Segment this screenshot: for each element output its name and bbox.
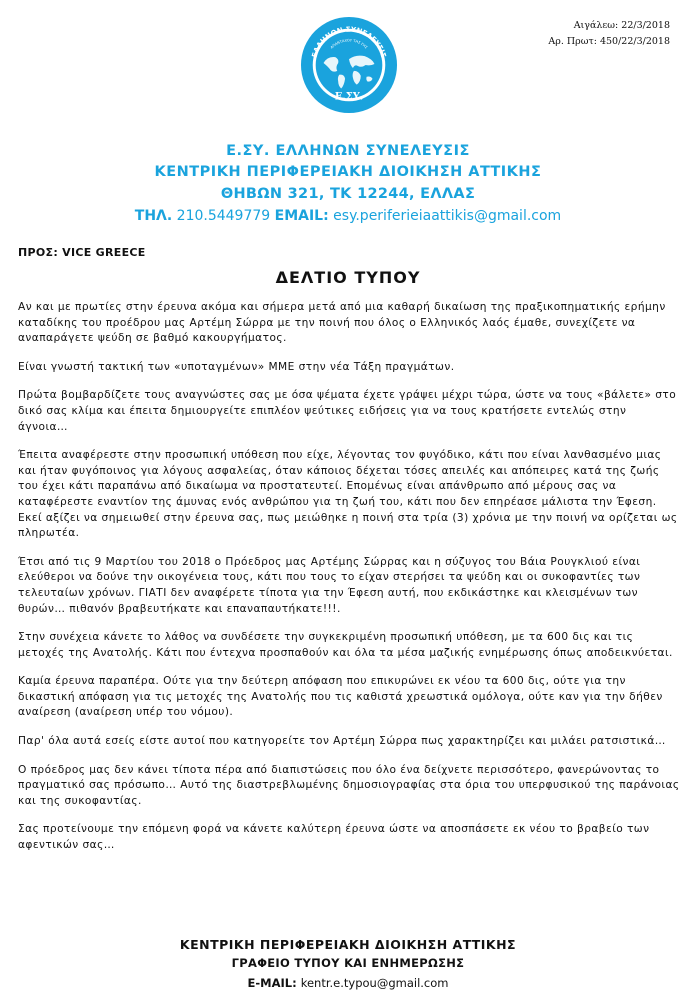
footer-email-link[interactable]: kentr.e.typou@gmail.com [300,976,449,990]
paragraph: Καμία έρευνα παραπέρα. Ούτε για την δεύτερη απόφαση που επικυρώνει εκ νέου τα 600 δις, ούτε για την δικαστική απόφαση για τις μετοχές της Ανατολής που τις καθιστά χρεωστικά ομόλογα, ούτε καν για την δήθεν αναίρεση (αναίρεση υπέρ του νόμου). [18,675,663,719]
footer-office: ΓΡΑΦΕΙΟ ΤΥΠΟΥ ΚΑΙ ΕΝΗΜΕΡΩΣΗΣ [231,956,465,970]
esy-logo [300,16,398,114]
place-date: Αιγάλεω: 22/3/2018 [573,20,670,31]
org-division: ΚΕΝΤΡΙΚΗ ΠΕΡΙΦΕΡΕΙΑΚΗ ΔΙΟΙΚΗΣΗ ΑΤΤΙΚΗΣ [154,164,542,180]
logo-ring-text: ΕΛΛΗΝΩΝ ΣΥΝΕΛΕΥΣΙΣ [309,24,389,59]
recipient: ΠΡΟΣ: VICE GREECE [18,246,146,259]
paragraph: Είναι γνωστή τακτική των «υποταγμένων» ΜΜΕ στην νέα Τάξη πραγμάτων. [18,360,455,373]
contact-email-link[interactable]: esy.periferieiaattikis@gmail.com [333,208,562,224]
protocol-number: Αρ. Πρωτ: 450/22/3/2018 [548,36,670,47]
paragraph: Παρ' όλα αυτά εσείς είστε αυτοί που κατηγορείτε τον Αρτέμη Σώρρα πως χαρακτηρίζει και μιλάει ρατσιστικά… [18,735,666,748]
document-meta [548,18,670,50]
phone-label: ΤΗΛ. [134,208,173,224]
logo-emblem-text: Ε.ΣΥ. [334,91,364,103]
contact-line [0,208,696,224]
document-body [18,300,680,867]
phone-number: 210.5449779 [176,208,271,224]
footer-division: ΚΕΝΤΡΙΚΗ ΠΕΡΙΦΕΡΕΙΑΚΗ ΔΙΟΙΚΗΣΗ ΑΤΤΙΚΗΣ [179,937,517,952]
paragraph: Ο πρόεδρος μας δεν κάνει τίποτα πέρα από διαπιστώσεις που όλο ένα δείχνετε περισσότερο, φανερώνοντας το πραγματικό σας πρόσωπο… Αυτό της διαστρεβλωμένης δημοσιογραφίας στα όρια του υπερφυσικού της παράνοιας και της συκοφαντίας. [18,763,680,807]
logo-ring-subtext: ΑΠΑΝΤΑΧΟΥ ΤΗΣ ΓΗΣ [329,38,369,50]
footer-email-label: E-MAIL: [247,976,297,990]
org-address: ΘΗΒΩΝ 321, ΤΚ 12244, ΕΛΛΑΣ [220,186,476,202]
paragraph: Αν και με πρωτίες στην έρευνα ακόμα και σήμερα μετά από μια καθαρή δικαίωση της πραξικοπηματικής ερήμην καταδίκης του προέδρου μας Αρτέμη Σώρρα με την ποινή που όλος ο Ελληνικός λαός έμαθε, συνεχίζετε να αναπαράγετε ψεύδη σε βαθμό κακουργήματος. [18,301,666,345]
paragraph: Πρώτα βομβαρδίζετε τους αναγνώστες σας με όσα ψέματα έχετε γράψει μέχρι τώρα, ώστε να τους «βάλετε» στο δικό σας κλίμα και έπειτα δημιουργείτε επιπλέον ψεύτικες ειδήσεις για να τους κρατήσετε εντελώς στην άγνοια… [18,389,677,433]
document-title: ΔΕΛΤΙΟ ΤΥΠΟΥ [275,268,421,287]
paragraph: Στην συνέχεια κάνετε το λάθος να συνδέσετε την συγκεκριμένη προσωπική υπόθεση, με τα 600 δις και τις μετοχές της Ανατολής. Κάτι που έντεχνα προσπαθούν και όλα τα μέσα μαζικής ενημέρωσης όπως αποδεικνύεται. [18,631,673,659]
email-label: EMAIL: [274,208,329,224]
org-name: Ε.ΣΥ. ΕΛΛΗΝΩΝ ΣΥΝΕΛΕΥΣΙΣ [226,143,470,159]
footer-contact [0,976,696,990]
paragraph: Σας προτείνουμε την επόμενη φορά να κάνετε καλύτερη έρευνα ώστε να αποσπάσετε εκ νέου το βραβείο των αφεντικών σας… [18,823,650,852]
paragraph: Έτσι από τις 9 Μαρτίου του 2018 ο Πρόεδρος μας Αρτέμης Σώρρας και η σύζυγος του Βάια Ρουγκλιού είναι ελεύθεροι να δούνε την οικογένεια τους, κάτι που τους το είχαν στερήσει τα ψεύδη και οι συκοφαντίες των τελευταίων χρόνων. ΓΙΑΤΙ δεν αναφέρετε τίποτα για την Έφεση αυτή, που εκδικάστηκε και κλεισμένων των θυρών… πιθανόν βραβευτήκατε και επαναπαυτήκατε!!!. [18,555,641,615]
paragraph: Έπειτα αναφέρεστε στην προσωπική υπόθεση που είχε, λέγοντας τον φυγόδικο, κάτι που είναι λανθασμένο μιας και ήταν φυγόποινος για λόγους ασφαλείας, όταν κάποιος δέχεται τόσες απειλές και απόπειρες κατά της ζωής του έχει κάτι παραπάνω από δικαίωμα να προστατευτεί. Επομένως είναι απάνθρωπο από μέρους σας να καταφέρεστε εναντίον της άμυνας ενός ανθρώπου για τη ζωή του, κάτι που δεν επηρέασε μάλιστα την Έφεση. Εκεί αξίζει να σημειωθεί στην έρευνα σας, πως μειώθηκε η ποινή στα τρία (3) χρόνια με την ποινή να ορίζεται ως πληρωτέα. [18,449,678,540]
